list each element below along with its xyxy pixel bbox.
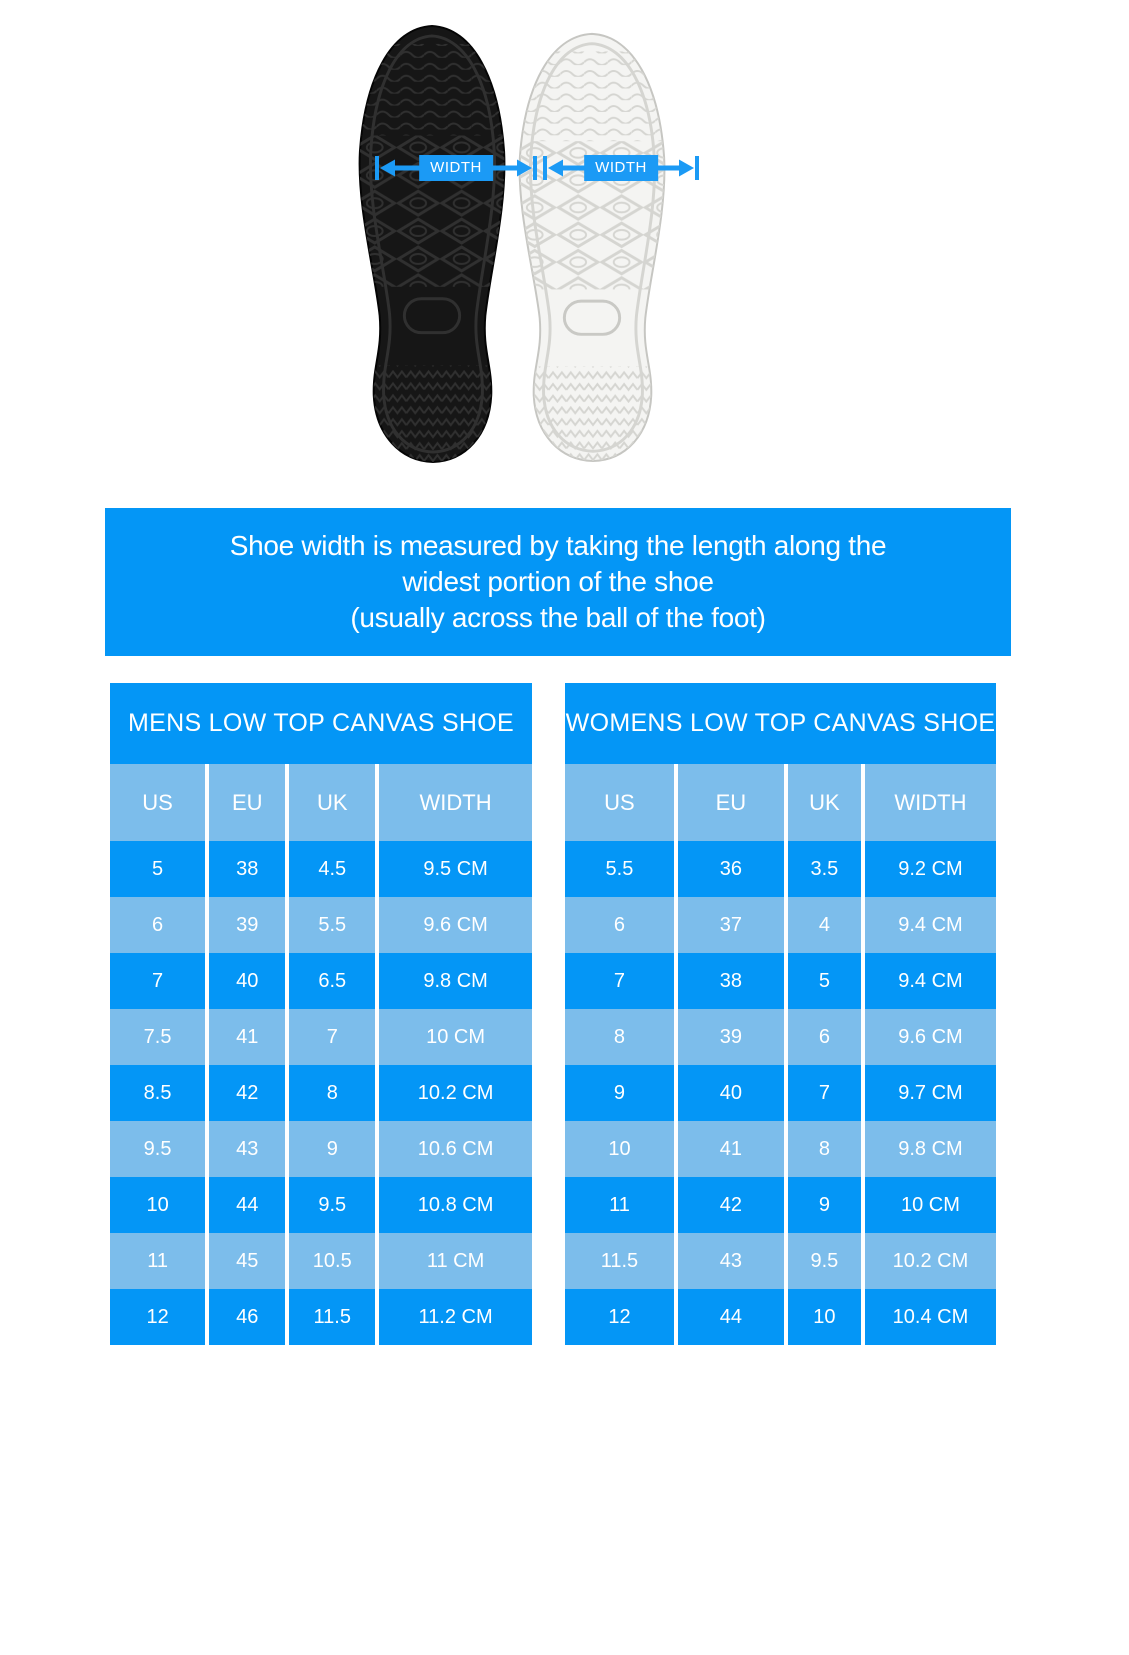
table-cell: 11 CM — [426, 1249, 485, 1272]
table-row — [110, 897, 532, 953]
table-cell: 44 — [678, 1289, 788, 1345]
table-row — [110, 841, 532, 897]
column-header: UK — [289, 764, 379, 841]
table-cell: 9.8 CM — [898, 1137, 963, 1160]
table-cell: 9.5 — [110, 1121, 209, 1177]
table-cell: 9.5 — [289, 1177, 379, 1233]
column-header: WIDTH — [894, 789, 967, 815]
table-row — [565, 1233, 996, 1289]
table-row — [110, 1065, 532, 1121]
banner-line-3: (usually across the ball of the foot) — [350, 602, 766, 633]
table-cell: 9.6 CM — [423, 913, 488, 936]
table-cell: 45 — [209, 1233, 289, 1289]
width-arrow-white-sole — [543, 155, 699, 181]
table-row — [565, 1289, 996, 1345]
table-cell: 3.5 — [788, 841, 865, 897]
table-cell: 43 — [678, 1233, 788, 1289]
table-cell: 8 — [565, 1009, 678, 1065]
white-sole-image — [513, 30, 671, 464]
table-cell: 42 — [209, 1065, 289, 1121]
table-cell: 7 — [110, 953, 209, 1009]
table-row — [565, 897, 996, 953]
table-cell: 10.8 CM — [417, 1193, 494, 1216]
column-header: UK — [788, 764, 865, 841]
table-cell: 9.6 CM — [898, 1025, 963, 1048]
table-row — [565, 1009, 996, 1065]
table-cell: 9.5 — [788, 1233, 865, 1289]
table-cell: 11 — [565, 1177, 678, 1233]
table-row — [110, 1289, 532, 1345]
table-cell: 10.4 CM — [892, 1305, 969, 1328]
table-cell: 38 — [209, 841, 289, 897]
table-cell: 10 — [788, 1289, 865, 1345]
table-cell: 10.6 CM — [417, 1137, 494, 1160]
table-cell: 38 — [678, 953, 788, 1009]
table-cell: 7 — [565, 953, 678, 1009]
womens-table-grid — [565, 764, 996, 1345]
table-cell: 4.5 — [289, 841, 379, 897]
womens-size-table — [565, 683, 996, 1345]
table-cell: 9.4 CM — [898, 913, 963, 936]
table-cell: 10 CM — [426, 1025, 486, 1048]
table-cell: 41 — [678, 1121, 788, 1177]
table-cell: 12 — [565, 1289, 678, 1345]
table-cell: 11.5 — [565, 1233, 678, 1289]
table-cell: 9.2 CM — [898, 857, 963, 880]
table-row — [110, 1177, 532, 1233]
table-cell: 10.2 CM — [892, 1249, 969, 1272]
table-cell: 10 — [565, 1121, 678, 1177]
table-row — [565, 953, 996, 1009]
mens-table-grid — [110, 764, 532, 1345]
table-cell: 9.4 CM — [898, 969, 963, 992]
table-cell: 11 — [110, 1233, 209, 1289]
table-row — [565, 1121, 996, 1177]
table-cell: 10 — [110, 1177, 209, 1233]
table-cell: 12 — [110, 1289, 209, 1345]
info-banner — [105, 508, 1011, 656]
table-cell: 39 — [678, 1009, 788, 1065]
table-row — [565, 841, 996, 897]
column-header: EU — [209, 764, 289, 841]
table-row — [110, 953, 532, 1009]
table-cell: 10.2 CM — [417, 1081, 494, 1104]
table-cell: 41 — [209, 1009, 289, 1065]
table-cell: 9 — [788, 1177, 865, 1233]
mens-size-table — [110, 683, 532, 1345]
table-cell: 43 — [209, 1121, 289, 1177]
table-cell: 10 CM — [901, 1193, 960, 1216]
table-cell: 9 — [565, 1065, 678, 1121]
column-header: EU — [678, 764, 788, 841]
width-label: WIDTH — [584, 155, 658, 181]
table-cell: 7 — [788, 1065, 865, 1121]
table-cell: 39 — [209, 897, 289, 953]
table-cell: 5 — [110, 841, 209, 897]
table-cell: 6.5 — [289, 953, 379, 1009]
mens-table-title: MENS LOW TOP CANVAS SHOE — [110, 683, 532, 764]
black-sole-image — [353, 22, 511, 465]
width-arrow-black-sole — [375, 155, 537, 181]
table-cell: 9.5 CM — [423, 857, 488, 880]
table-cell: 9.8 CM — [423, 969, 488, 992]
table-cell: 4 — [788, 897, 865, 953]
table-cell: 8.5 — [110, 1065, 209, 1121]
table-cell: 11.2 CM — [418, 1305, 493, 1328]
table-cell: 40 — [209, 953, 289, 1009]
table-cell: 37 — [678, 897, 788, 953]
banner-line-1: Shoe width is measured by taking the length along the — [229, 530, 887, 561]
table-cell: 8 — [289, 1065, 379, 1121]
table-cell: 5.5 — [289, 897, 379, 953]
table-cell: 9 — [289, 1121, 379, 1177]
table-row — [110, 1121, 532, 1177]
table-cell: 36 — [678, 841, 788, 897]
table-cell: 42 — [678, 1177, 788, 1233]
column-header: US — [110, 764, 209, 841]
table-cell: 6 — [110, 897, 209, 953]
table-cell: 44 — [209, 1177, 289, 1233]
banner-line-2: widest portion of the shoe — [402, 566, 714, 597]
table-cell: 5.5 — [565, 841, 678, 897]
table-row — [565, 1177, 996, 1233]
table-row — [110, 1009, 532, 1065]
table-cell: 7.5 — [110, 1009, 209, 1065]
table-cell: 7 — [289, 1009, 379, 1065]
table-row — [110, 1233, 532, 1289]
table-cell: 46 — [209, 1289, 289, 1345]
table-cell: 40 — [678, 1065, 788, 1121]
womens-table-title: WOMENS LOW TOP CANVAS SHOE — [565, 683, 996, 764]
table-row — [565, 1065, 996, 1121]
table-cell: 11.5 — [289, 1289, 379, 1345]
table-cell: 10.5 — [289, 1233, 379, 1289]
column-header: US — [565, 764, 678, 841]
table-header-row — [110, 764, 532, 841]
table-cell: 9.7 CM — [898, 1081, 963, 1104]
width-label: WIDTH — [419, 155, 493, 181]
table-cell: 8 — [788, 1121, 865, 1177]
table-cell: 6 — [565, 897, 678, 953]
table-cell: 5 — [788, 953, 865, 1009]
column-header: WIDTH — [419, 789, 492, 815]
table-header-row — [565, 764, 996, 841]
table-cell: 6 — [788, 1009, 865, 1065]
